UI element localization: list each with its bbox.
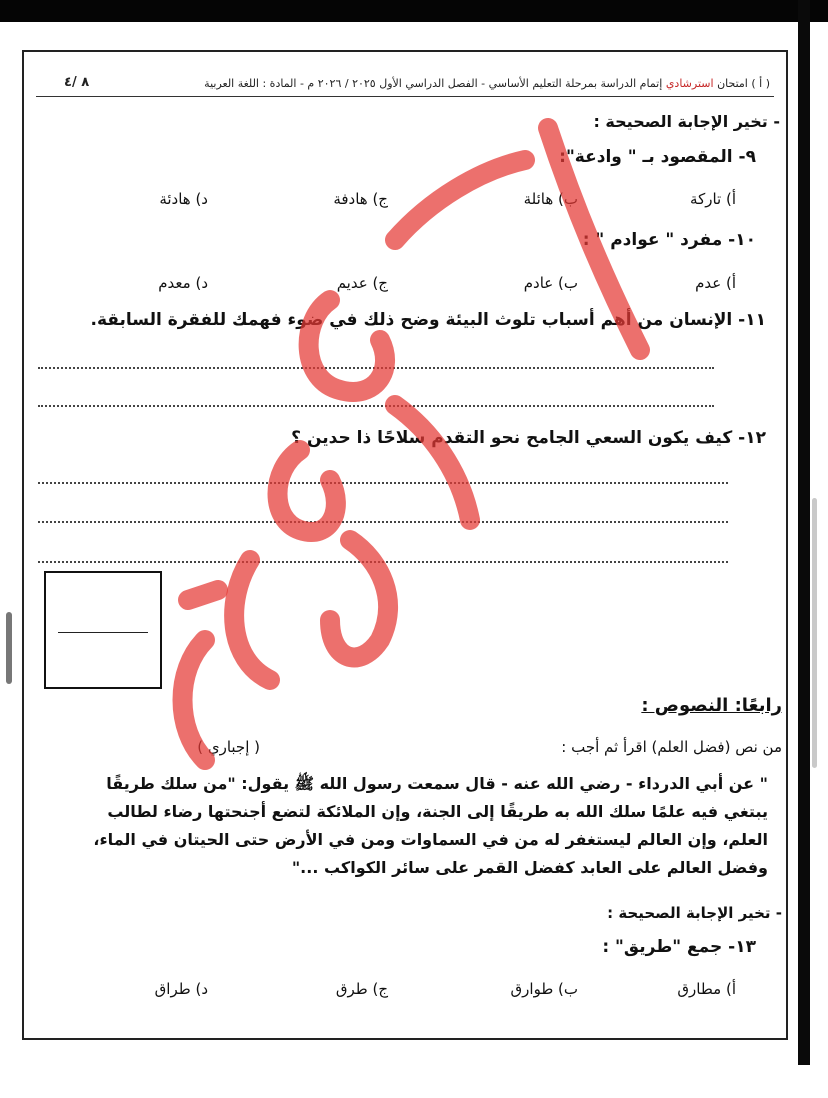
q9-option-d[interactable]: د) هادئة: [159, 190, 208, 208]
passage-line-2: يبتغي فيه علمًا سلك الله به طريقًا إلى الجنة، وإن الملائكة لتضع أجنحتها رضاء لطالب: [107, 802, 768, 821]
answer-line-11b[interactable]: [38, 405, 714, 407]
top-black-bar: [0, 0, 828, 22]
left-drag-handle[interactable]: [6, 612, 12, 684]
page-number: ٨ /٤: [64, 75, 90, 90]
right-scrollbar[interactable]: [812, 498, 817, 768]
passage-line-3: العلم، وإن العالم ليستغفر له من في السماوات ومن في الأرض حتى الحيتان في الماء،: [93, 830, 768, 849]
score-box: [44, 571, 162, 689]
question-13: ١٣- جمع "طريق" :: [602, 937, 756, 957]
hadith-passage: [64, 770, 768, 882]
passage-line-1: " عن أبي الدرداء - رضي الله عنه - قال سمعت رسول الله ﷺ يقول: "من سلك طريقًا: [106, 774, 768, 793]
instruction-choose: - تخير الإجابة الصحيحة :: [593, 112, 780, 131]
q10-option-d[interactable]: د) معدم: [158, 274, 208, 292]
exam-header: [204, 77, 770, 90]
header-divider: [36, 96, 774, 97]
header-accent: استرشادي: [665, 77, 714, 90]
passage-line-4: وفضل العالم على العابد كفضل القمر على سائر الكواكب ...": [291, 858, 768, 877]
right-black-bar: [798, 0, 810, 1065]
mandatory-label: ( إجباري ): [197, 738, 260, 756]
question-11: ١١- الإنسان من أهم أسباب تلوث البيئة وضح ذلك في ضوء فهمك للفقرة السابقة.: [90, 310, 766, 330]
question-9: ٩- المقصود بـ " وادعة":: [559, 147, 756, 167]
header-post: إتمام الدراسة بمرحلة التعليم الأساسي - الفصل الدراسي الأول ٢٠٢٥ / ٢٠٢٦ م - المادة : اللغة العربية: [204, 77, 663, 90]
q9-option-c[interactable]: ج) هادفة: [333, 190, 388, 208]
score-box-line: [58, 632, 148, 633]
question-10: ١٠- مفرد " عوادم " :: [582, 230, 756, 250]
q10-option-c[interactable]: ج) عديم: [336, 274, 388, 292]
q13-option-c[interactable]: ج) طرق: [335, 980, 388, 998]
q13-option-a[interactable]: أ) مطارق: [677, 980, 736, 998]
exam-sheet: [22, 50, 788, 1040]
q10-option-b[interactable]: ب) عادم: [523, 274, 578, 292]
q10-option-a[interactable]: أ) عدم: [695, 274, 736, 292]
answer-line-11a[interactable]: [38, 367, 714, 369]
answer-line-12b[interactable]: [38, 521, 728, 523]
passage-intro: من نص (فضل العلم) اقرأ ثم أجب :: [561, 738, 782, 756]
answer-line-12a[interactable]: [38, 482, 728, 484]
q9-option-a[interactable]: أ) تاركة: [690, 190, 736, 208]
instruction-choose-2: - تخير الإجابة الصحيحة :: [607, 904, 782, 922]
answer-line-12c[interactable]: [38, 561, 728, 563]
q13-option-b[interactable]: ب) طوارق: [510, 980, 578, 998]
q13-option-d[interactable]: د) طراق: [154, 980, 208, 998]
q9-option-b[interactable]: ب) هائلة: [523, 190, 578, 208]
header-pre: ( أ ) امتحان: [717, 77, 770, 90]
section-title-texts: رابعًا: النصوص :: [641, 695, 782, 716]
question-12: ١٢- كيف يكون السعي الجامح نحو التقدم سلاحًا ذا حدين ؟: [291, 428, 766, 448]
